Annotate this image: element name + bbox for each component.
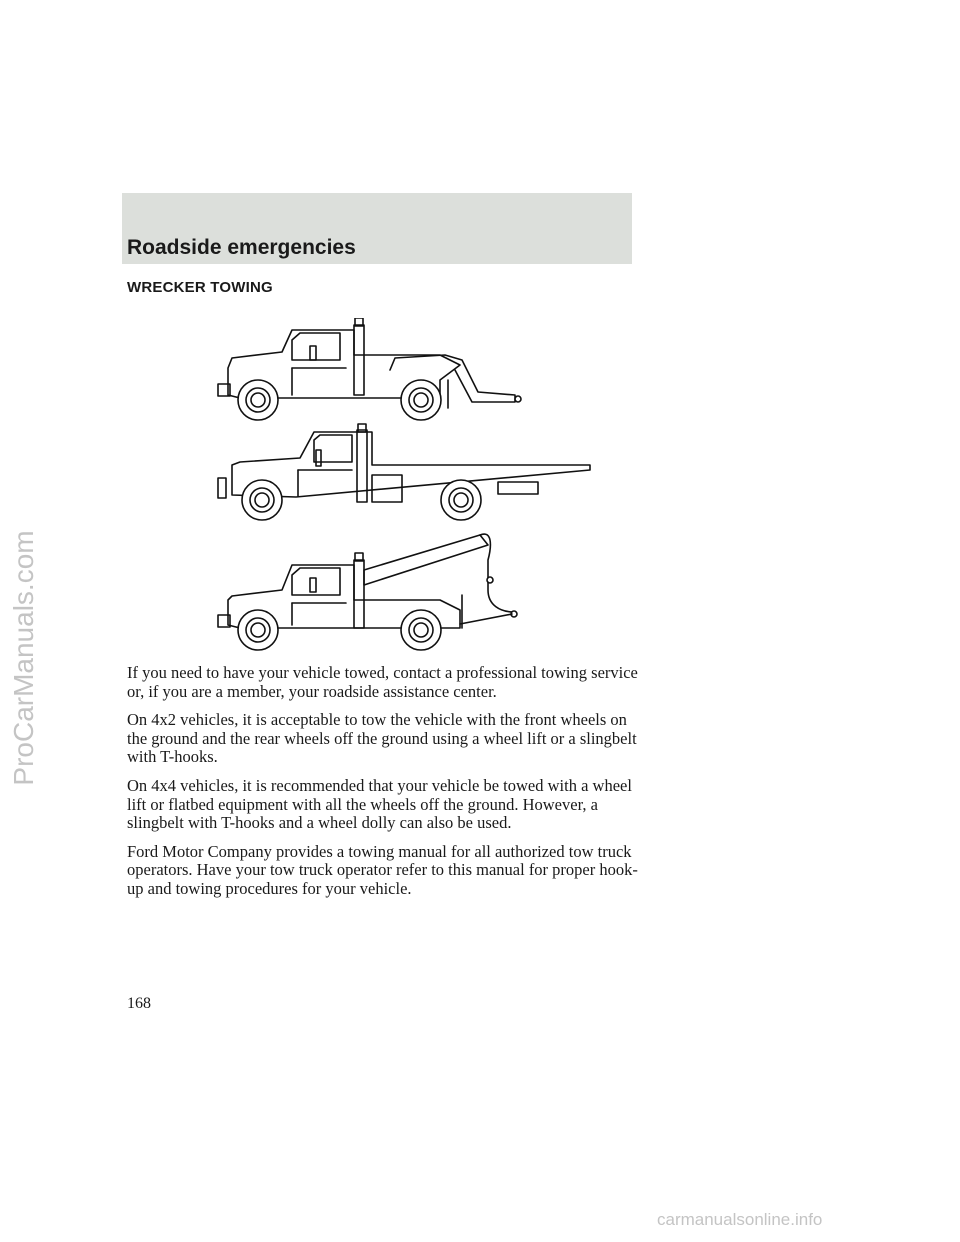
wheel-lift-tow-truck	[218, 318, 521, 420]
page-number: 168	[127, 995, 151, 1012]
paragraph-4x4-towing: On 4x4 vehicles, it is recommended that your vehicle be towed with a wheel lift or flatbed equipment with all the wheels off the ground. However, a slingbelt with T-hooks and a wheel dolly can also be used.	[127, 775, 632, 833]
bottom-watermark: carmanualsonline.info	[657, 1210, 823, 1229]
body-text	[127, 664, 647, 909]
boom-wrecker-tow-truck	[218, 534, 517, 650]
paragraph-towing-manual: Ford Motor Company provides a towing manual for all authorized tow truck operators. Have your tow truck operator refer to this manual for proper hook-up and towing procedures for your vehicle.	[127, 841, 638, 898]
tow-truck-illustrations	[210, 318, 595, 653]
flatbed-tow-truck	[218, 424, 590, 520]
side-watermark-text: ProCarManuals.com	[8, 530, 39, 786]
subheading: WRECKER TOWING	[127, 279, 273, 296]
section-title: Roadside emergencies	[127, 236, 356, 259]
paragraph-towing-contact: If you need to have your vehicle towed, contact a professional towing service or, if you are a member, your roadside assistance center.	[127, 663, 638, 701]
side-watermark	[4, 513, 44, 803]
paragraph-4x2-towing: On 4x2 vehicles, it is acceptable to tow the vehicle with the front wheels on the ground and the rear wheels off the ground using a wheel lift or a slingbelt with T-hooks.	[127, 710, 637, 767]
